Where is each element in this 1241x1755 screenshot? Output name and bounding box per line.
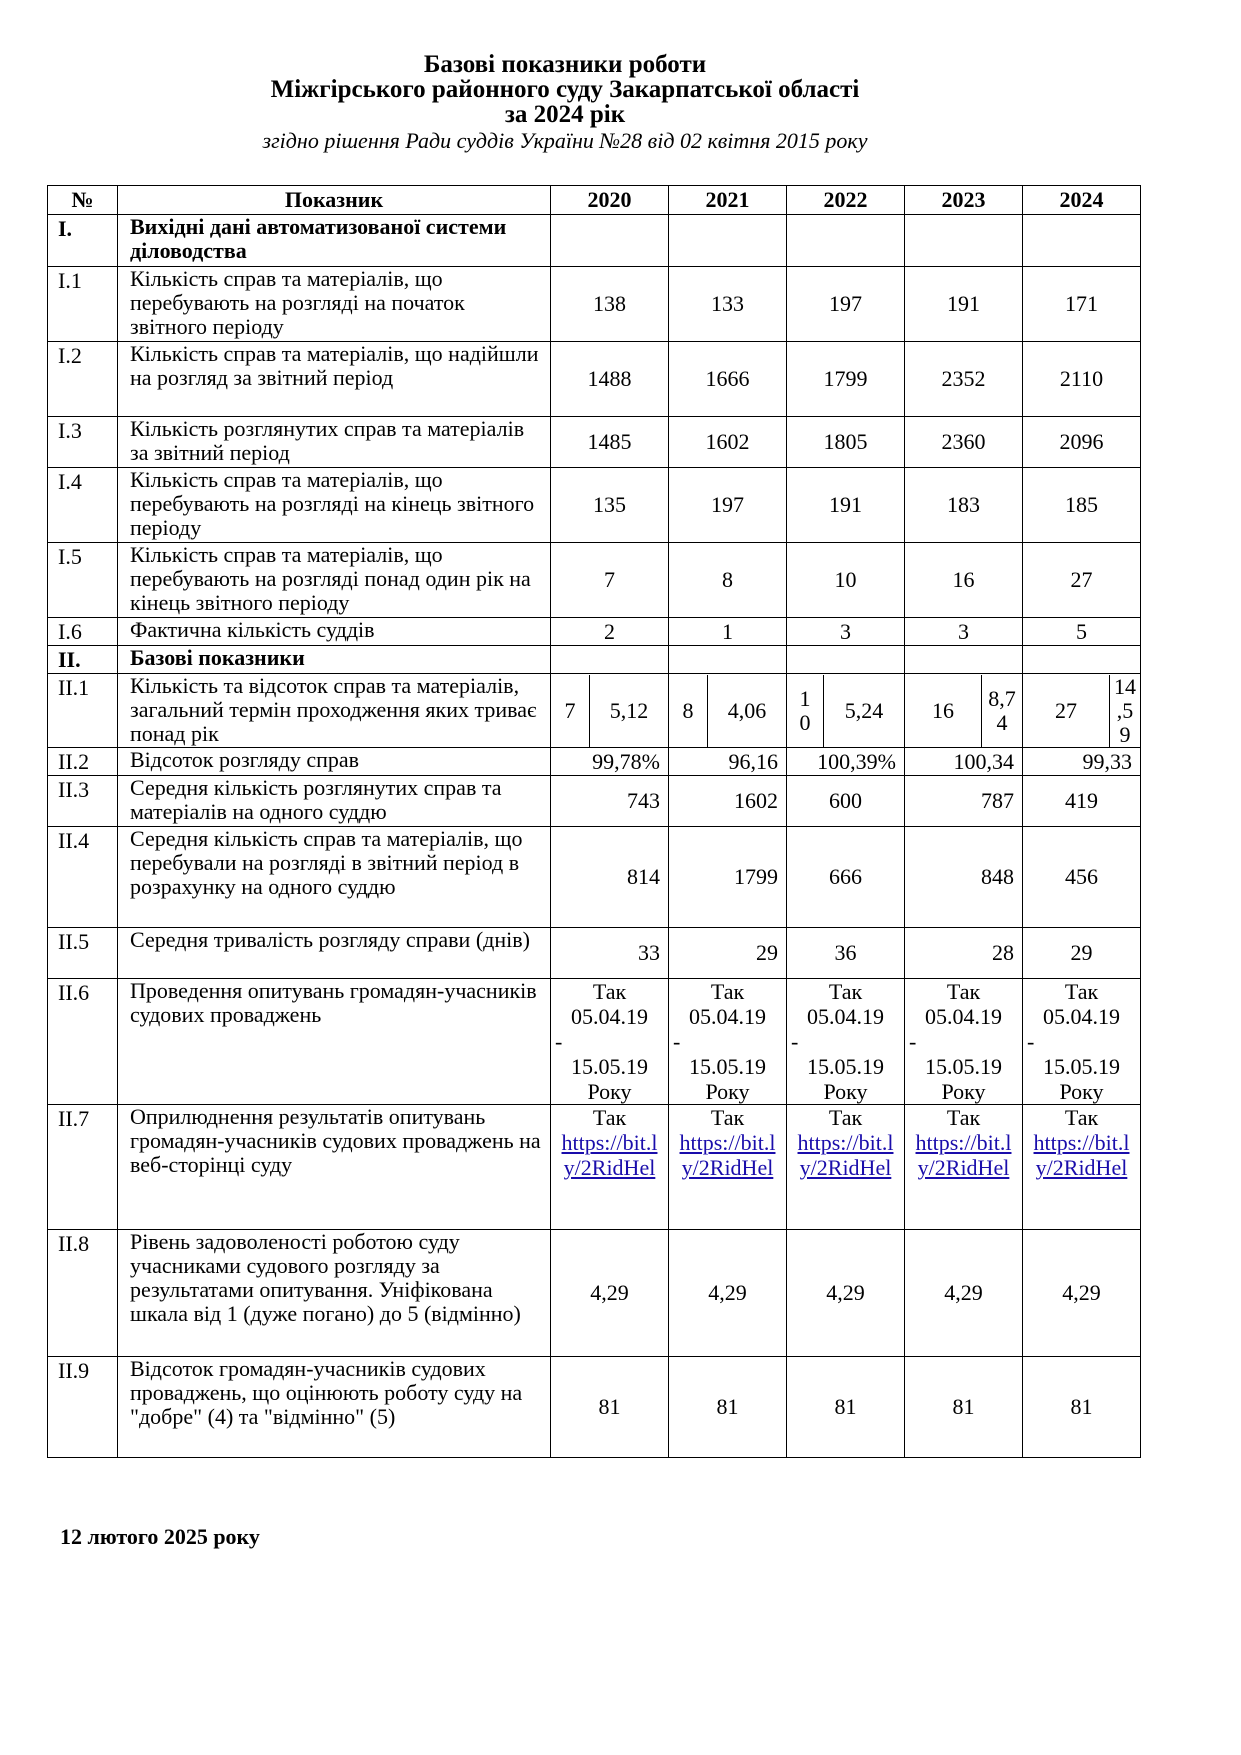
table-row bbox=[48, 342, 1141, 417]
value-cell: 16 bbox=[905, 543, 1023, 618]
survey-dash: - bbox=[909, 1029, 917, 1054]
survey-cell bbox=[787, 979, 905, 1105]
value-cell: 5 bbox=[1023, 618, 1141, 646]
table-row bbox=[48, 674, 1141, 748]
value-cell: 138 bbox=[551, 267, 669, 342]
split-cell bbox=[1023, 674, 1141, 748]
row-number: II.4 bbox=[48, 827, 118, 928]
value-cell: 4,29 bbox=[1023, 1230, 1141, 1357]
row-indicator: Проведення опитувань громадян-учасників судових проваджень bbox=[118, 979, 551, 1105]
col-header-year: 2020 bbox=[551, 186, 669, 215]
value-cell: 4,29 bbox=[905, 1230, 1023, 1357]
section-row bbox=[48, 646, 1141, 674]
value-cell: 100,34 bbox=[905, 748, 1023, 776]
value-cell: 1805 bbox=[787, 417, 905, 468]
split-cell bbox=[905, 674, 1023, 748]
value-cell: 197 bbox=[669, 468, 787, 543]
value-cell: 666 bbox=[787, 827, 905, 928]
survey-end: 15.05.19 bbox=[571, 1054, 648, 1079]
publication-yes: Так bbox=[1064, 1105, 1099, 1130]
row-number: II.2 bbox=[48, 748, 118, 776]
document-header bbox=[0, 52, 1130, 155]
row-number: II.3 bbox=[48, 776, 118, 827]
value-cell: 135 bbox=[551, 468, 669, 543]
value-cell: 1799 bbox=[787, 342, 905, 417]
value-cell: 185 bbox=[1023, 468, 1141, 543]
value-cell: 848 bbox=[905, 827, 1023, 928]
survey-cell bbox=[669, 979, 787, 1105]
row-indicator: Оприлюднення результатів опитувань громадян-учасників судових проваджень на веб-сторінці суду bbox=[118, 1105, 551, 1230]
survey-dash: - bbox=[673, 1029, 681, 1054]
row-number: I.4 bbox=[48, 468, 118, 543]
value-cell: 100,39% bbox=[787, 748, 905, 776]
title-line-2: Міжгірського районного суду Закарпатської області bbox=[270, 76, 860, 103]
value-cell: 1799 bbox=[669, 827, 787, 928]
section-row bbox=[48, 215, 1141, 267]
value-cell: 2110 bbox=[1023, 342, 1141, 417]
publication-cell bbox=[787, 1105, 905, 1230]
value-cell: 81 bbox=[905, 1357, 1023, 1458]
value-cell: 8 bbox=[669, 543, 787, 618]
col-header-indicator: Показник bbox=[118, 186, 551, 215]
survey-results-link[interactable]: https://bit.ly/2RidHel bbox=[679, 1130, 776, 1180]
survey-results-link[interactable]: https://bit.ly/2RidHel bbox=[561, 1130, 658, 1180]
value-cell: 2 bbox=[551, 618, 669, 646]
row-number: II.8 bbox=[48, 1230, 118, 1357]
publication-yes: Так bbox=[946, 1105, 981, 1130]
survey-yes: Так bbox=[946, 979, 981, 1004]
value-cell: 3 bbox=[905, 618, 1023, 646]
publication-cell bbox=[905, 1105, 1023, 1230]
value-cell: 1485 bbox=[551, 417, 669, 468]
survey-dash: - bbox=[555, 1029, 563, 1054]
table-row bbox=[48, 468, 1141, 543]
value-cell: 2352 bbox=[905, 342, 1023, 417]
case-percent: 4,06 bbox=[727, 697, 767, 723]
document-date: 12 лютого 2025 року bbox=[60, 1524, 260, 1549]
survey-yes: Так bbox=[1064, 979, 1099, 1004]
value-cell: 456 bbox=[1023, 827, 1141, 928]
col-header-year: 2024 bbox=[1023, 186, 1141, 215]
row-number: I.6 bbox=[48, 618, 118, 646]
value-cell: 743 bbox=[551, 776, 669, 827]
value-cell: 1602 bbox=[669, 776, 787, 827]
survey-start: 05.04.19 bbox=[689, 1004, 766, 1029]
value-cell: 183 bbox=[905, 468, 1023, 543]
case-count: 7 bbox=[551, 675, 590, 747]
survey-end: 15.05.19 bbox=[689, 1054, 766, 1079]
row-number: II.1 bbox=[48, 674, 118, 748]
value-cell: 1488 bbox=[551, 342, 669, 417]
table-row bbox=[48, 928, 1141, 979]
case-count: 16 bbox=[905, 675, 982, 747]
value-cell: 81 bbox=[1023, 1357, 1141, 1458]
survey-results-link[interactable]: https://bit.ly/2RidHel bbox=[915, 1130, 1012, 1180]
subtitle: згідно рішення Ради суддів України №28 від 02 квітня 2015 року bbox=[262, 128, 868, 153]
value-cell: 81 bbox=[551, 1357, 669, 1458]
table-row bbox=[48, 1230, 1141, 1357]
survey-end: 15.05.19 bbox=[1043, 1054, 1120, 1079]
survey-yes: Так bbox=[828, 979, 863, 1004]
table-row bbox=[48, 618, 1141, 646]
table-row bbox=[48, 776, 1141, 827]
survey-end: 15.05.19 bbox=[925, 1054, 1002, 1079]
table-row bbox=[48, 827, 1141, 928]
split-cell bbox=[787, 674, 905, 748]
value-cell: 3 bbox=[787, 618, 905, 646]
survey-year-word: Року bbox=[1059, 1079, 1104, 1104]
value-cell: 419 bbox=[1023, 776, 1141, 827]
row-indicator: Базові показники bbox=[118, 646, 551, 674]
value-cell: 133 bbox=[669, 267, 787, 342]
value-cell: 787 bbox=[905, 776, 1023, 827]
row-indicator: Рівень задоволеності роботою суду учасниками судового розгляду за результатами опитування. Уніфікована шкала від 1 (дуже погано) до 5 (відмінно) bbox=[118, 1230, 551, 1357]
value-cell: 191 bbox=[787, 468, 905, 543]
table-row bbox=[48, 979, 1141, 1105]
row-number: II.6 bbox=[48, 979, 118, 1105]
row-indicator: Кількість справ та матеріалів, що перебувають на розгляді на початок звітного періоду bbox=[118, 267, 551, 342]
survey-year-word: Року bbox=[587, 1079, 632, 1104]
value-cell: 29 bbox=[1023, 928, 1141, 979]
row-number: I.3 bbox=[48, 417, 118, 468]
indicators-table bbox=[47, 185, 1141, 1458]
col-header-year: 2022 bbox=[787, 186, 905, 215]
case-percent: 8,7 4 bbox=[988, 685, 1016, 735]
survey-cell bbox=[1023, 979, 1141, 1105]
value-cell: 96,16 bbox=[669, 748, 787, 776]
table-row bbox=[48, 1105, 1141, 1230]
case-count: 8 bbox=[669, 675, 708, 747]
row-indicator: Відсоток громадян-учасників судових проваджень, що оцінюють роботу суду на "добре" (4) та "відмінно" (5) bbox=[118, 1357, 551, 1458]
survey-year-word: Року bbox=[941, 1079, 986, 1104]
survey-results-link[interactable]: https://bit.ly/2RidHel bbox=[797, 1130, 894, 1180]
row-indicator: Кількість справ та матеріалів, що надійшли на розгляд за звітний період bbox=[118, 342, 551, 417]
value-cell: 99,78% bbox=[551, 748, 669, 776]
row-indicator: Середня кількість розглянутих справ та матеріалів на одного суддю bbox=[118, 776, 551, 827]
value-cell: 197 bbox=[787, 267, 905, 342]
value-cell: 600 bbox=[787, 776, 905, 827]
title-line-3: за 2024 рік bbox=[504, 101, 626, 128]
publication-yes: Так bbox=[828, 1105, 863, 1130]
publication-yes: Так bbox=[710, 1105, 745, 1130]
col-header-year: 2021 bbox=[669, 186, 787, 215]
case-percent: 14 ,5 9 bbox=[1109, 675, 1140, 747]
row-indicator: Кількість розглянутих справ та матеріалів за звітний період bbox=[118, 417, 551, 468]
case-percent: 5,24 bbox=[844, 697, 884, 723]
table-row bbox=[48, 267, 1141, 342]
row-indicator: Кількість справ та матеріалів, що перебувають на розгляді понад один рік на кінець звітного періоду bbox=[118, 543, 551, 618]
row-number: I.5 bbox=[48, 543, 118, 618]
col-header-no: № bbox=[48, 186, 118, 215]
survey-start: 05.04.19 bbox=[925, 1004, 1002, 1029]
survey-start: 05.04.19 bbox=[571, 1004, 648, 1029]
survey-cell bbox=[905, 979, 1023, 1105]
value-cell: 4,29 bbox=[787, 1230, 905, 1357]
value-cell: 7 bbox=[551, 543, 669, 618]
title-line-1: Базові показники роботи bbox=[423, 51, 707, 78]
value-cell: 29 bbox=[669, 928, 787, 979]
value-cell: 36 bbox=[787, 928, 905, 979]
survey-dash: - bbox=[1027, 1029, 1035, 1054]
value-cell: 2360 bbox=[905, 417, 1023, 468]
row-number: II.5 bbox=[48, 928, 118, 979]
survey-start: 05.04.19 bbox=[1043, 1004, 1120, 1029]
value-cell: 1666 bbox=[669, 342, 787, 417]
table-header-row bbox=[48, 186, 1141, 215]
table-row bbox=[48, 543, 1141, 618]
publication-cell bbox=[551, 1105, 669, 1230]
value-cell: 1602 bbox=[669, 417, 787, 468]
value-cell: 2096 bbox=[1023, 417, 1141, 468]
row-number: I. bbox=[48, 215, 118, 267]
row-indicator: Вихідні дані автоматизованої системи діловодства bbox=[118, 215, 551, 267]
publication-yes: Так bbox=[592, 1105, 627, 1130]
survey-yes: Так bbox=[592, 979, 627, 1004]
value-cell: 27 bbox=[1023, 543, 1141, 618]
value-cell: 814 bbox=[551, 827, 669, 928]
value-cell: 1 bbox=[669, 618, 787, 646]
row-number: I.2 bbox=[48, 342, 118, 417]
row-number: II.7 bbox=[48, 1105, 118, 1230]
value-cell: 171 bbox=[1023, 267, 1141, 342]
value-cell: 81 bbox=[787, 1357, 905, 1458]
case-count: 27 bbox=[1055, 697, 1077, 723]
value-cell: 191 bbox=[905, 267, 1023, 342]
row-number: II. bbox=[48, 646, 118, 674]
survey-dash: - bbox=[791, 1029, 799, 1054]
publication-cell bbox=[669, 1105, 787, 1230]
row-indicator: Кількість та відсоток справ та матеріалів, загальний термін проходження яких триває понад рік bbox=[118, 674, 551, 748]
table-row bbox=[48, 417, 1141, 468]
value-cell: 4,29 bbox=[551, 1230, 669, 1357]
survey-year-word: Року bbox=[823, 1079, 868, 1104]
table-row bbox=[48, 1357, 1141, 1458]
case-percent: 5,12 bbox=[609, 697, 649, 723]
value-cell: 10 bbox=[787, 543, 905, 618]
table-row bbox=[48, 748, 1141, 776]
survey-yes: Так bbox=[710, 979, 745, 1004]
value-cell: 81 bbox=[669, 1357, 787, 1458]
row-indicator: Середня кількість справ та матеріалів, що перебували на розгляді в звітний період в розрахунку на одного суддю bbox=[118, 827, 551, 928]
value-cell: 4,29 bbox=[669, 1230, 787, 1357]
survey-end: 15.05.19 bbox=[807, 1054, 884, 1079]
survey-year-word: Року bbox=[705, 1079, 750, 1104]
split-cell bbox=[551, 674, 669, 748]
value-cell: 99,33 bbox=[1023, 748, 1141, 776]
value-cell: 33 bbox=[551, 928, 669, 979]
row-indicator: Середня тривалість розгляду справи (днів) bbox=[118, 928, 551, 979]
publication-cell bbox=[1023, 1105, 1141, 1230]
value-cell: 28 bbox=[905, 928, 1023, 979]
survey-cell bbox=[551, 979, 669, 1105]
row-indicator: Кількість справ та матеріалів, що перебувають на розгляді на кінець звітного періоду bbox=[118, 468, 551, 543]
split-cell bbox=[669, 674, 787, 748]
case-count: 1 0 bbox=[787, 675, 824, 747]
survey-results-link[interactable]: https://bit.ly/2RidHel bbox=[1033, 1130, 1130, 1180]
row-indicator: Відсоток розгляду справ bbox=[118, 748, 551, 776]
survey-start: 05.04.19 bbox=[807, 1004, 884, 1029]
row-number: II.9 bbox=[48, 1357, 118, 1458]
col-header-year: 2023 bbox=[905, 186, 1023, 215]
row-indicator: Фактична кількість суддів bbox=[118, 618, 551, 646]
row-number: I.1 bbox=[48, 267, 118, 342]
